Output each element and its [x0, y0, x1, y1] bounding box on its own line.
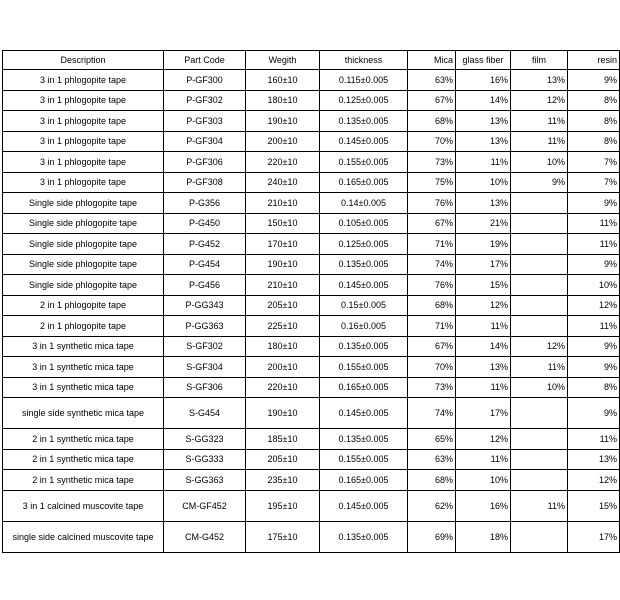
cell-weight: 210±10 — [246, 193, 320, 214]
cell-film: 10% — [511, 152, 568, 173]
cell-weight: 220±10 — [246, 152, 320, 173]
cell-weight: 200±10 — [246, 131, 320, 152]
cell-weight: 195±10 — [246, 490, 320, 521]
cell-resin: 7% — [568, 172, 620, 193]
cell-glass-fiber: 14% — [456, 336, 511, 357]
cell-weight: 150±10 — [246, 213, 320, 234]
cell-mica: 74% — [408, 398, 456, 429]
cell-resin: 12% — [568, 295, 620, 316]
cell-description: 2 in 1 synthetic mica tape — [3, 449, 164, 470]
cell-description: Single side phlogopite tape — [3, 193, 164, 214]
table-row — [3, 234, 620, 255]
cell-film: 12% — [511, 90, 568, 111]
cell-thickness: 0.165±0.005 — [320, 172, 408, 193]
cell-mica: 75% — [408, 172, 456, 193]
cell-part-code: S-GG333 — [164, 449, 246, 470]
cell-weight: 190±10 — [246, 254, 320, 275]
cell-film: 11% — [511, 357, 568, 378]
cell-mica: 67% — [408, 90, 456, 111]
cell-part-code: S-G454 — [164, 398, 246, 429]
cell-part-code: S-GG323 — [164, 429, 246, 450]
cell-weight: 185±10 — [246, 429, 320, 450]
cell-resin: 8% — [568, 377, 620, 398]
cell-mica: 68% — [408, 111, 456, 132]
cell-mica: 63% — [408, 449, 456, 470]
cell-mica: 73% — [408, 377, 456, 398]
header-resin: resin — [568, 51, 620, 70]
cell-description: 3 in 1 phlogopite tape — [3, 152, 164, 173]
cell-mica: 76% — [408, 275, 456, 296]
cell-glass-fiber: 11% — [456, 316, 511, 337]
table-row — [3, 429, 620, 450]
cell-resin: 8% — [568, 131, 620, 152]
cell-resin: 9% — [568, 336, 620, 357]
table-row — [3, 316, 620, 337]
cell-part-code: P-GF308 — [164, 172, 246, 193]
cell-glass-fiber: 13% — [456, 131, 511, 152]
cell-weight: 225±10 — [246, 316, 320, 337]
cell-description: 3 in 1 phlogopite tape — [3, 70, 164, 91]
cell-description: Single side phlogopite tape — [3, 213, 164, 234]
header-weight: Wegith — [246, 51, 320, 70]
cell-film — [511, 429, 568, 450]
cell-resin: 7% — [568, 152, 620, 173]
cell-part-code: CM-GF452 — [164, 490, 246, 521]
cell-thickness: 0.155±0.005 — [320, 357, 408, 378]
cell-part-code: S-GF306 — [164, 377, 246, 398]
cell-description: 2 in 1 synthetic mica tape — [3, 470, 164, 491]
cell-resin: 15% — [568, 490, 620, 521]
cell-part-code: P-GF304 — [164, 131, 246, 152]
cell-resin: 11% — [568, 213, 620, 234]
cell-film: 12% — [511, 336, 568, 357]
table-row — [3, 357, 620, 378]
cell-thickness: 0.135±0.005 — [320, 254, 408, 275]
cell-mica: 73% — [408, 152, 456, 173]
cell-mica: 69% — [408, 521, 456, 552]
cell-weight: 160±10 — [246, 70, 320, 91]
cell-thickness: 0.115±0.005 — [320, 70, 408, 91]
cell-part-code: P-G454 — [164, 254, 246, 275]
cell-description: 2 in 1 phlogopite tape — [3, 295, 164, 316]
cell-thickness: 0.125±0.005 — [320, 90, 408, 111]
header-mica: Mica — [408, 51, 456, 70]
table-row — [3, 336, 620, 357]
cell-description: Single side phlogopite tape — [3, 254, 164, 275]
table-row — [3, 470, 620, 491]
table-row — [3, 152, 620, 173]
cell-thickness: 0.105±0.005 — [320, 213, 408, 234]
cell-film: 10% — [511, 377, 568, 398]
table-row — [3, 213, 620, 234]
cell-thickness: 0.145±0.005 — [320, 275, 408, 296]
cell-weight: 220±10 — [246, 377, 320, 398]
cell-glass-fiber: 15% — [456, 275, 511, 296]
cell-glass-fiber: 14% — [456, 90, 511, 111]
cell-weight: 205±10 — [246, 295, 320, 316]
cell-weight: 205±10 — [246, 449, 320, 470]
cell-mica: 65% — [408, 429, 456, 450]
cell-film — [511, 193, 568, 214]
cell-weight: 210±10 — [246, 275, 320, 296]
cell-resin: 8% — [568, 111, 620, 132]
cell-description: 3 in 1 calcined muscovite tape — [3, 490, 164, 521]
cell-resin: 9% — [568, 357, 620, 378]
cell-resin: 8% — [568, 90, 620, 111]
cell-mica: 76% — [408, 193, 456, 214]
cell-thickness: 0.16±0.005 — [320, 316, 408, 337]
cell-resin: 9% — [568, 193, 620, 214]
cell-weight: 180±10 — [246, 90, 320, 111]
table-row — [3, 193, 620, 214]
cell-thickness: 0.125±0.005 — [320, 234, 408, 255]
cell-film: 11% — [511, 490, 568, 521]
cell-glass-fiber: 17% — [456, 398, 511, 429]
cell-description: Single side phlogopite tape — [3, 234, 164, 255]
cell-glass-fiber: 13% — [456, 193, 511, 214]
cell-glass-fiber: 12% — [456, 295, 511, 316]
cell-part-code: P-G452 — [164, 234, 246, 255]
cell-part-code: P-GF300 — [164, 70, 246, 91]
cell-film — [511, 316, 568, 337]
cell-mica: 67% — [408, 213, 456, 234]
header-glass-fiber: glass fiber — [456, 51, 511, 70]
header-description: Description — [3, 51, 164, 70]
cell-mica: 68% — [408, 470, 456, 491]
header-part-code: Part Code — [164, 51, 246, 70]
cell-thickness: 0.135±0.005 — [320, 336, 408, 357]
cell-film: 9% — [511, 172, 568, 193]
cell-description: 3 in 1 phlogopite tape — [3, 111, 164, 132]
cell-part-code: CM-G452 — [164, 521, 246, 552]
header-thickness: thickness — [320, 51, 408, 70]
cell-weight: 190±10 — [246, 398, 320, 429]
cell-mica: 62% — [408, 490, 456, 521]
cell-thickness: 0.165±0.005 — [320, 377, 408, 398]
cell-resin: 12% — [568, 470, 620, 491]
cell-glass-fiber: 16% — [456, 70, 511, 91]
cell-thickness: 0.145±0.005 — [320, 131, 408, 152]
cell-part-code: P-GF306 — [164, 152, 246, 173]
cell-glass-fiber: 11% — [456, 377, 511, 398]
cell-resin: 9% — [568, 70, 620, 91]
cell-film — [511, 521, 568, 552]
cell-weight: 235±10 — [246, 470, 320, 491]
cell-film — [511, 470, 568, 491]
cell-thickness: 0.145±0.005 — [320, 398, 408, 429]
cell-thickness: 0.135±0.005 — [320, 111, 408, 132]
cell-description: 2 in 1 synthetic mica tape — [3, 429, 164, 450]
table-row — [3, 377, 620, 398]
cell-part-code: P-G456 — [164, 275, 246, 296]
cell-film: 13% — [511, 70, 568, 91]
cell-thickness: 0.165±0.005 — [320, 470, 408, 491]
table-row — [3, 275, 620, 296]
table-row — [3, 131, 620, 152]
cell-film — [511, 295, 568, 316]
cell-description: 3 in 1 phlogopite tape — [3, 90, 164, 111]
cell-thickness: 0.155±0.005 — [320, 449, 408, 470]
cell-mica: 74% — [408, 254, 456, 275]
cell-glass-fiber: 13% — [456, 111, 511, 132]
table-body — [3, 70, 620, 553]
cell-film: 11% — [511, 131, 568, 152]
cell-weight: 175±10 — [246, 521, 320, 552]
cell-part-code: P-GG363 — [164, 316, 246, 337]
cell-description: 3 in 1 synthetic mica tape — [3, 357, 164, 378]
cell-weight: 180±10 — [246, 336, 320, 357]
cell-description: 2 in 1 phlogopite tape — [3, 316, 164, 337]
spec-table — [2, 50, 620, 553]
cell-mica: 63% — [408, 70, 456, 91]
table-row — [3, 254, 620, 275]
table-row — [3, 90, 620, 111]
table-row — [3, 490, 620, 521]
cell-glass-fiber: 17% — [456, 254, 511, 275]
cell-resin: 9% — [568, 254, 620, 275]
cell-mica: 67% — [408, 336, 456, 357]
cell-weight: 170±10 — [246, 234, 320, 255]
cell-part-code: S-GF304 — [164, 357, 246, 378]
cell-film: 11% — [511, 111, 568, 132]
cell-resin: 13% — [568, 449, 620, 470]
cell-weight: 200±10 — [246, 357, 320, 378]
cell-film — [511, 398, 568, 429]
cell-resin: 11% — [568, 316, 620, 337]
cell-description: single side synthetic mica tape — [3, 398, 164, 429]
cell-resin: 11% — [568, 429, 620, 450]
cell-film — [511, 449, 568, 470]
cell-description: 3 in 1 synthetic mica tape — [3, 336, 164, 357]
table-row — [3, 70, 620, 91]
cell-mica: 71% — [408, 316, 456, 337]
table-row — [3, 398, 620, 429]
cell-weight: 240±10 — [246, 172, 320, 193]
cell-film — [511, 213, 568, 234]
cell-part-code: P-G356 — [164, 193, 246, 214]
cell-resin: 9% — [568, 398, 620, 429]
cell-resin: 11% — [568, 234, 620, 255]
table-row — [3, 172, 620, 193]
cell-part-code: P-G450 — [164, 213, 246, 234]
cell-part-code: P-GG343 — [164, 295, 246, 316]
cell-resin: 10% — [568, 275, 620, 296]
cell-part-code: S-GF302 — [164, 336, 246, 357]
cell-description: single side calcined muscovite tape — [3, 521, 164, 552]
cell-part-code: S-GG363 — [164, 470, 246, 491]
cell-film — [511, 234, 568, 255]
header-film: film — [511, 51, 568, 70]
cell-part-code: P-GF303 — [164, 111, 246, 132]
cell-thickness: 0.155±0.005 — [320, 152, 408, 173]
cell-film — [511, 275, 568, 296]
cell-thickness: 0.135±0.005 — [320, 429, 408, 450]
cell-description: 3 in 1 phlogopite tape — [3, 131, 164, 152]
cell-description: Single side phlogopite tape — [3, 275, 164, 296]
cell-mica: 71% — [408, 234, 456, 255]
cell-mica: 70% — [408, 357, 456, 378]
cell-glass-fiber: 16% — [456, 490, 511, 521]
cell-thickness: 0.145±0.005 — [320, 490, 408, 521]
cell-mica: 70% — [408, 131, 456, 152]
cell-glass-fiber: 11% — [456, 152, 511, 173]
cell-resin: 17% — [568, 521, 620, 552]
cell-description: 3 in 1 phlogopite tape — [3, 172, 164, 193]
table-row — [3, 295, 620, 316]
cell-thickness: 0.15±0.005 — [320, 295, 408, 316]
cell-glass-fiber: 10% — [456, 172, 511, 193]
table-row — [3, 521, 620, 552]
cell-mica: 68% — [408, 295, 456, 316]
cell-thickness: 0.135±0.005 — [320, 521, 408, 552]
cell-thickness: 0.14±0.005 — [320, 193, 408, 214]
header-row — [3, 51, 620, 70]
table-row — [3, 111, 620, 132]
cell-glass-fiber: 12% — [456, 429, 511, 450]
cell-part-code: P-GF302 — [164, 90, 246, 111]
cell-description: 3 in 1 synthetic mica tape — [3, 377, 164, 398]
table-row — [3, 449, 620, 470]
cell-glass-fiber: 19% — [456, 234, 511, 255]
cell-glass-fiber: 21% — [456, 213, 511, 234]
cell-glass-fiber: 18% — [456, 521, 511, 552]
cell-weight: 190±10 — [246, 111, 320, 132]
cell-glass-fiber: 11% — [456, 449, 511, 470]
cell-film — [511, 254, 568, 275]
cell-glass-fiber: 13% — [456, 357, 511, 378]
cell-glass-fiber: 10% — [456, 470, 511, 491]
